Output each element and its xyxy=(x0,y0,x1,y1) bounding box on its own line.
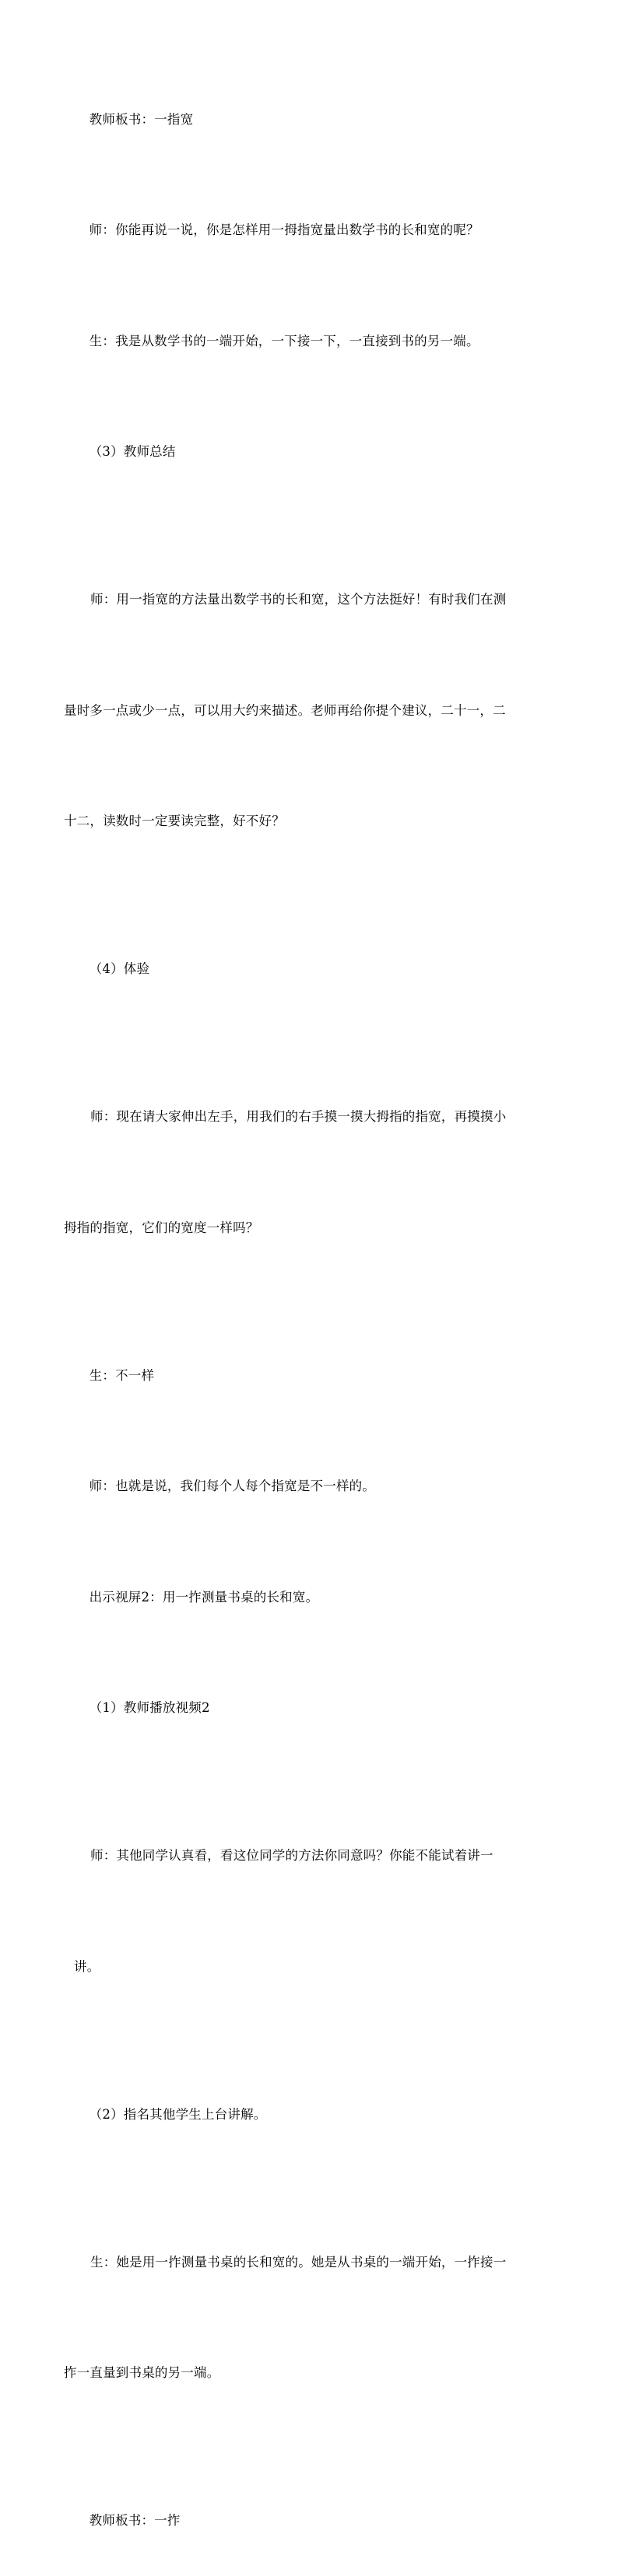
text-line: 十二，读数时一定要读完整，好不好？ xyxy=(64,803,562,840)
paragraph-student-explanation xyxy=(64,2170,562,2466)
text-line: 师：现在请大家伸出左手，用我们的右手摸一摸大拇指的指宽，再摸摸小 xyxy=(64,1098,562,1136)
text-line: 生：不一样 xyxy=(90,1368,155,1383)
paragraph-teacher-summary xyxy=(64,507,562,914)
text-line: 拃一直量到书桌的另一端。 xyxy=(64,2354,562,2392)
text-line: 量时多一点或少一点，可以用大约来描述。老师再给你提个建议，二十一，二 xyxy=(64,692,562,730)
paragraph-student-answer xyxy=(64,285,562,397)
text-line: （2）指名其他学生上台讲解。 xyxy=(90,2107,267,2122)
heading-experience xyxy=(64,914,562,1025)
text-line: 师：其他同学认真看，看这位同学的方法你同意吗？你能不能试着讲一 xyxy=(64,1837,562,1874)
paragraph-student-reply xyxy=(64,1320,562,1431)
text-line: 教师板书：一拃 xyxy=(90,2513,181,2528)
text-line: 讲。 xyxy=(64,1948,562,1986)
paragraph-teacher-conclusion xyxy=(64,1431,562,1542)
text-line: 出示视屏2：用一拃测量书桌的长和宽。 xyxy=(90,1590,319,1605)
paragraph-board-note-span xyxy=(64,2466,562,2576)
text-line: 生：我是从数学书的一端开始，一下接一下，一直接到书的另一端。 xyxy=(90,334,479,348)
heading-play-video-2 xyxy=(64,1653,562,1764)
text-line: 师：用一指宽的方法量出数学书的长和宽，这个方法挺好！有时我们在测 xyxy=(64,581,562,618)
text-line: 教师板书：一指宽 xyxy=(90,112,194,127)
heading-teacher-summary xyxy=(64,397,562,508)
text-line: 师：也就是说，我们每个人每个指宽是不一样的。 xyxy=(90,1479,375,1493)
paragraph-teacher-instruction xyxy=(64,1024,562,1320)
document-body xyxy=(64,64,562,2576)
paragraph-teacher-prompt xyxy=(64,1763,562,2059)
document-page xyxy=(0,0,618,873)
paragraph-teacher-question xyxy=(64,175,562,286)
paragraph-board-note-finger-width xyxy=(64,64,562,175)
text-line: （3）教师总结 xyxy=(90,444,176,459)
text-line: （4）体验 xyxy=(90,961,150,976)
paragraph-show-video-2 xyxy=(64,1542,562,1653)
heading-student-explains xyxy=(64,2059,562,2170)
text-line: 生：她是用一拃测量书桌的长和宽的。她是从书桌的一端开始，一拃接一 xyxy=(64,2244,562,2281)
text-line: 拇指的指宽，它们的宽度一样吗？ xyxy=(64,1209,562,1247)
text-line: 师：你能再说一说，你是怎样用一拇指宽量出数学书的长和宽的呢？ xyxy=(90,222,479,237)
text-line: （1）教师播放视频2 xyxy=(90,1700,210,1715)
